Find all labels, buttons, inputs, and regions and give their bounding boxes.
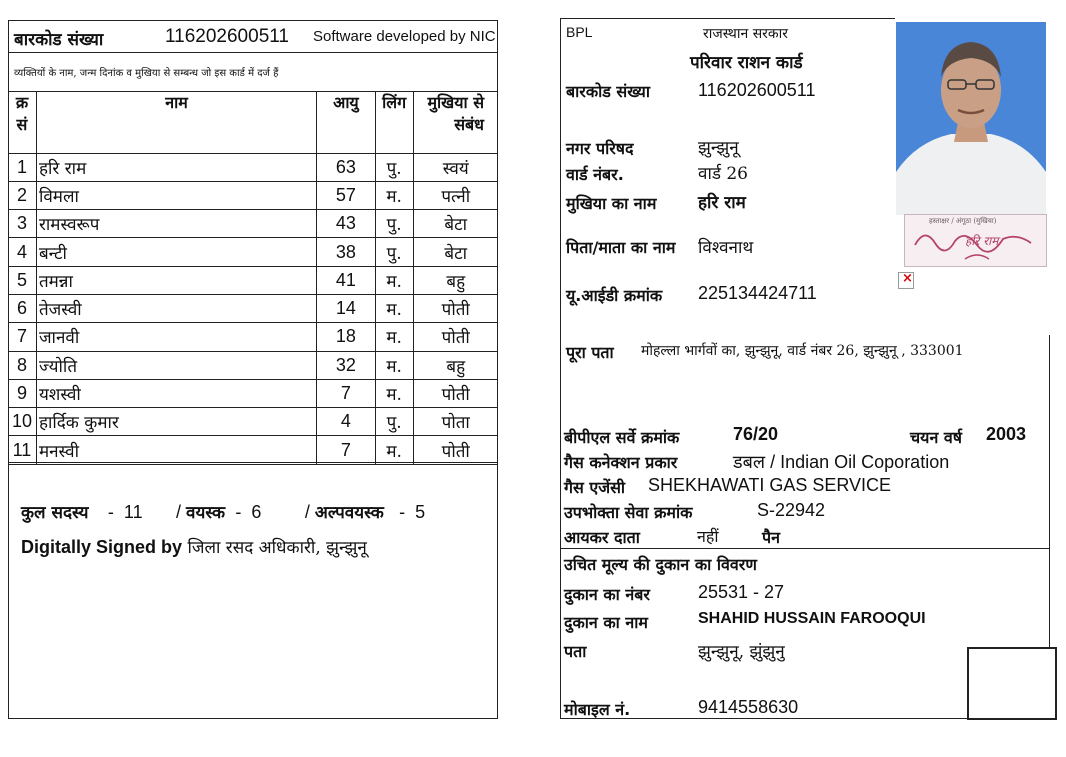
broken-image-icon: × xyxy=(898,272,914,289)
shop-number-value: 25531 - 27 xyxy=(698,582,785,602)
address-value: मोहल्ला भार्गवों का, झुन्झुनू, वार्ड नंबर 26, झुन्झुनू , 333001 xyxy=(641,343,964,359)
table-row: 3 रामस्वरूप 43 पु. बेटा xyxy=(8,210,498,238)
note-text: व्यक्तियों के नाम, जन्म दिनांक व मुखिया से सम्बन्ध जो इस कार्ड में दर्ज हैं xyxy=(14,68,279,79)
selection-year-label: चयन वर्ष xyxy=(910,428,963,447)
municipality-value: झुन्झुनू xyxy=(698,138,739,158)
category-label: BPL xyxy=(566,24,593,40)
table-row: 7 जानवी 18 म. पोती xyxy=(8,323,498,351)
barcode-label: बारकोड संख्या xyxy=(566,82,650,101)
shop-section-title: उचित मूल्य की दुकान का विवरण xyxy=(564,555,757,574)
government-label: राजस्थान सरकार xyxy=(703,26,788,42)
income-tax-label: आयकर दाता xyxy=(564,528,640,547)
table-row: 5 तमन्ना 41 म. बहु xyxy=(8,266,498,294)
table-row: 10 हार्दिक कुमार 4 पु. पोता xyxy=(8,408,498,436)
divider xyxy=(8,52,498,53)
uid-label: यू.आईडी क्रमांक xyxy=(566,286,663,305)
consumer-no-label: उपभोक्ता सेवा क्रमांक xyxy=(564,503,693,522)
income-tax-value: नहीं xyxy=(697,527,719,546)
shop-name-label: दुकान का नाम xyxy=(564,613,648,632)
municipality-label: नगर परिषद xyxy=(566,139,634,158)
stamp-box xyxy=(967,647,1057,720)
person-photo-icon xyxy=(896,22,1046,215)
consumer-no-value: S-22942 xyxy=(757,500,826,520)
head-photo xyxy=(896,22,1046,215)
card-border-left xyxy=(560,18,561,718)
table-row: 9 यशस्वी 7 म. पोती xyxy=(8,379,498,407)
digital-signature: Digitally Signed by जिला रसद अधिकारी, झुन्झुनू xyxy=(21,537,367,558)
table-row: 8 ज्योति 32 म. बहु xyxy=(8,351,498,379)
header-age: आयु xyxy=(317,91,376,153)
parent-value: विश्वनाथ xyxy=(698,238,754,258)
ward-label: वार्ड नंबर. xyxy=(566,165,624,184)
bpl-survey-value: 76/20 xyxy=(733,424,779,444)
barcode-value: 116202600511 xyxy=(165,26,289,47)
table-row: 1 हरि राम 63 पु. स्वयं xyxy=(8,153,498,181)
signature-ink-text: हरि राम xyxy=(965,234,999,248)
address-label: पूरा पता xyxy=(566,343,614,362)
gas-connection-label: गैस कनेक्शन प्रकार xyxy=(564,453,678,472)
card-title: परिवार राशन कार्ड xyxy=(690,53,803,73)
members-table xyxy=(8,91,498,465)
card-border-right xyxy=(1049,335,1050,647)
ward-value: वार्ड 26 xyxy=(698,164,748,184)
shop-address-value: झुन्झुनू, झुंझुनु xyxy=(698,642,785,662)
signature-box xyxy=(904,214,1047,267)
gas-agency-value: SHEKHAWATI GAS SERVICE xyxy=(648,475,892,495)
uid-value: 225134424711 xyxy=(698,283,817,303)
head-label: मुखिया का नाम xyxy=(566,194,657,213)
table-row: 6 तेजस्वी 14 म. पोती xyxy=(8,294,498,322)
header-sno: क्र सं xyxy=(8,91,36,153)
shop-name-value: SHAHID HUSSAIN FAROOQUI xyxy=(698,610,926,627)
barcode-label: बारकोड संख्या xyxy=(14,30,104,50)
header-gender: लिंग xyxy=(375,91,413,153)
table-row: 4 बन्टी 38 पु. बेटा xyxy=(8,238,498,266)
divider xyxy=(560,548,1049,549)
signature-caption: हस्ताक्षर / अंगूठा (मुखिया) xyxy=(929,217,997,225)
bpl-survey-label: बीपीएल सर्वे क्रमांक xyxy=(564,428,680,447)
shop-address-label: पता xyxy=(564,642,587,661)
gas-agency-label: गैस एजेंसी xyxy=(564,478,626,497)
table-row: 11 मनस्वी 7 म. पोती xyxy=(8,436,498,464)
card-border-top xyxy=(560,18,895,19)
barcode-value: 116202600511 xyxy=(698,80,816,100)
pan-label: पैन xyxy=(762,528,780,547)
developer-credit: Software developed by NIC xyxy=(313,28,496,45)
selection-year-value: 2003 xyxy=(986,424,1027,444)
shop-number-label: दुकान का नंबर xyxy=(564,585,650,604)
member-summary: कुल सदस्य - 11 / वयस्क - 6 / अल्पवयस्क - 5 xyxy=(21,502,426,523)
table-row: 2 विमला 57 म. पत्नी xyxy=(8,181,498,209)
mobile-label: मोबाइल नं. xyxy=(564,700,631,719)
head-value: हरि राम xyxy=(698,193,746,213)
header-name: नाम xyxy=(36,91,316,153)
parent-label: पिता/माता का नाम xyxy=(566,238,676,257)
header-relation: मुखिया से संबंध xyxy=(413,91,498,153)
gas-connection-value: डबल / Indian Oil Coporation xyxy=(733,452,950,472)
mobile-value: 9414558630 xyxy=(698,697,799,717)
